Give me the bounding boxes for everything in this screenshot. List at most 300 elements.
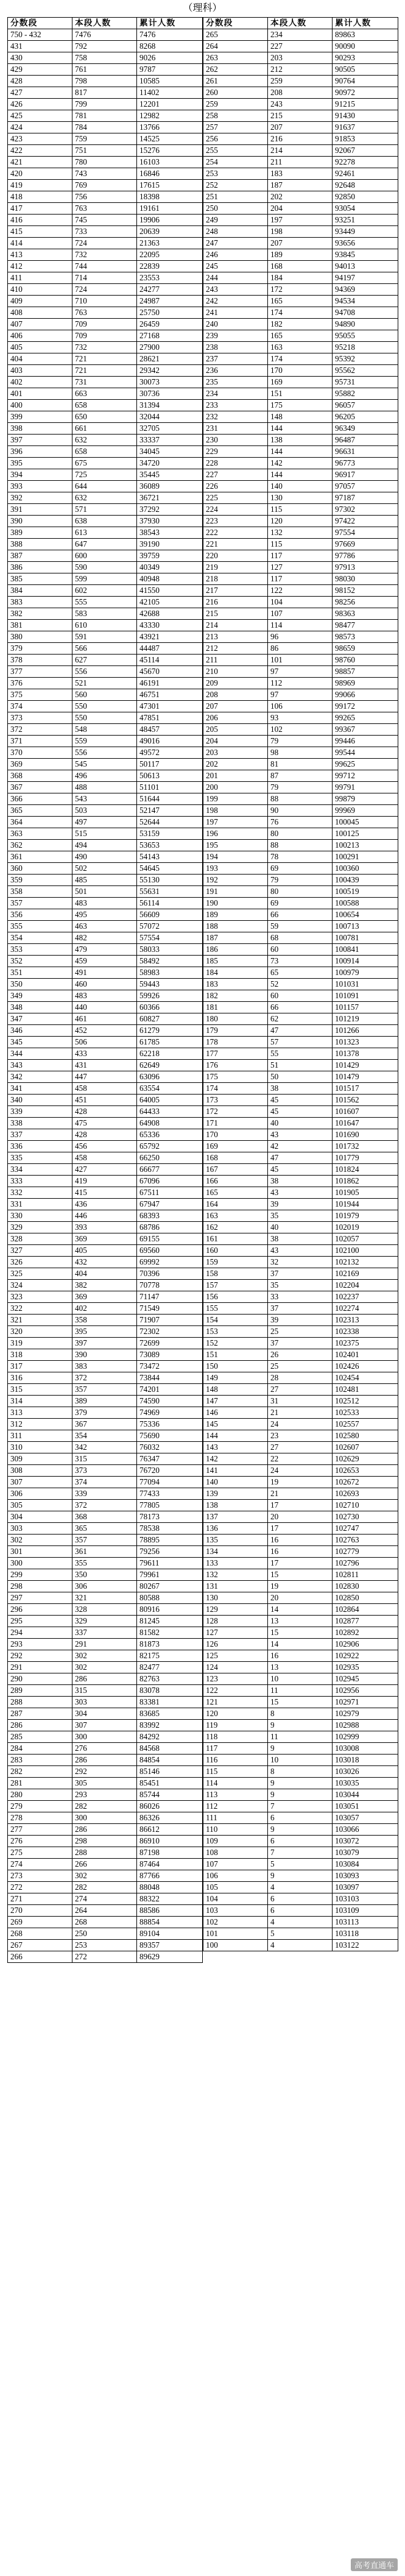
segment-count-cell: 60 xyxy=(268,944,333,956)
table-row xyxy=(203,1442,398,1453)
watermark-logo: 高考直通车 xyxy=(351,2558,398,2571)
score-cell: 425 xyxy=(8,110,72,122)
segment-count-cell: 9 xyxy=(268,1778,333,1789)
segment-count-cell: 644 xyxy=(72,481,137,492)
score-cell: 237 xyxy=(203,353,268,365)
cumulative-count-cell: 83992 xyxy=(137,1720,203,1731)
score-cell: 341 xyxy=(8,1083,72,1095)
score-cell: 275 xyxy=(8,1847,72,1859)
table-row xyxy=(8,1546,203,1558)
table-row xyxy=(203,1025,398,1037)
score-cell: 380 xyxy=(8,631,72,643)
segment-count-cell: 33 xyxy=(268,1291,333,1303)
cumulative-count-cell: 72302 xyxy=(137,1326,203,1338)
table-row xyxy=(203,1419,398,1430)
cumulative-count-cell: 84854 xyxy=(137,1755,203,1766)
cumulative-count-cell: 96205 xyxy=(333,411,398,423)
segment-count-cell: 115 xyxy=(268,504,333,516)
score-cell: 279 xyxy=(8,1801,72,1812)
score-cell: 140 xyxy=(203,1477,268,1488)
cumulative-count-cell: 86910 xyxy=(137,1836,203,1847)
cumulative-count-cell: 87464 xyxy=(137,1859,203,1870)
segment-count-cell: 372 xyxy=(72,1500,137,1511)
score-cell: 350 xyxy=(8,979,72,990)
segment-count-cell: 461 xyxy=(72,1013,137,1025)
score-cell: 245 xyxy=(203,261,268,272)
table-row xyxy=(8,643,203,655)
table-row xyxy=(8,377,203,388)
table-row xyxy=(8,1847,203,1859)
segment-count-cell: 358 xyxy=(72,1315,137,1326)
table-row xyxy=(203,724,398,736)
segment-count-cell: 632 xyxy=(72,492,137,504)
score-cell: 338 xyxy=(8,1118,72,1129)
cumulative-count-cell: 103008 xyxy=(333,1743,398,1755)
score-cell: 204 xyxy=(203,736,268,747)
segment-count-cell: 122 xyxy=(268,585,333,597)
score-cell: 242 xyxy=(203,296,268,307)
cumulative-count-cell: 81245 xyxy=(137,1616,203,1627)
cumulative-count-cell: 92067 xyxy=(333,145,398,157)
segment-count-cell: 342 xyxy=(72,1442,137,1453)
segment-count-cell: 286 xyxy=(72,1824,137,1836)
segment-count-cell: 357 xyxy=(72,1384,137,1396)
cumulative-count-cell: 82763 xyxy=(137,1673,203,1685)
cumulative-count-cell: 50613 xyxy=(137,770,203,782)
cumulative-count-cell: 89357 xyxy=(137,1940,203,1951)
score-cell: 148 xyxy=(203,1384,268,1396)
table-row xyxy=(8,481,203,492)
score-cell: 182 xyxy=(203,990,268,1002)
cumulative-count-cell: 95562 xyxy=(333,365,398,377)
table-row xyxy=(203,1905,398,1917)
score-cell: 165 xyxy=(203,1187,268,1199)
table-row xyxy=(8,435,203,446)
segment-count-cell: 302 xyxy=(72,1650,137,1662)
segment-count-cell: 732 xyxy=(72,249,137,261)
score-cell: 136 xyxy=(203,1523,268,1535)
segment-count-cell: 307 xyxy=(72,1720,137,1731)
segment-count-cell: 35 xyxy=(268,1280,333,1291)
segment-count-cell: 93 xyxy=(268,712,333,724)
score-cell: 306 xyxy=(8,1488,72,1500)
segment-count-cell: 16 xyxy=(268,1650,333,1662)
cumulative-count-cell: 102988 xyxy=(333,1720,398,1731)
cumulative-count-cell: 35445 xyxy=(137,469,203,481)
cumulative-count-cell: 89629 xyxy=(137,1951,203,1963)
table-row xyxy=(203,805,398,817)
segment-count-cell: 182 xyxy=(268,319,333,330)
table-row xyxy=(203,1650,398,1662)
table-row xyxy=(8,87,203,99)
score-cell: 259 xyxy=(203,99,268,110)
cumulative-count-cell: 39759 xyxy=(137,550,203,562)
segment-count-cell: 456 xyxy=(72,1141,137,1152)
segment-count-cell: 479 xyxy=(72,944,137,956)
segment-count-cell: 321 xyxy=(72,1592,137,1604)
table-row xyxy=(203,388,398,400)
segment-count-cell: 495 xyxy=(72,909,137,921)
score-cell: 265 xyxy=(203,29,268,41)
table-row xyxy=(8,1893,203,1905)
table-row xyxy=(203,203,398,215)
score-cell: 108 xyxy=(203,1847,268,1859)
segment-count-cell: 57 xyxy=(268,1037,333,1048)
cumulative-count-cell: 29342 xyxy=(137,365,203,377)
cumulative-count-cell: 99265 xyxy=(333,712,398,724)
cumulative-count-cell: 43921 xyxy=(137,631,203,643)
score-cell: 153 xyxy=(203,1326,268,1338)
segment-count-cell: 369 xyxy=(72,1291,137,1303)
table-row xyxy=(203,1315,398,1326)
score-cell: 146 xyxy=(203,1407,268,1419)
segment-count-cell: 395 xyxy=(72,1326,137,1338)
score-cell: 330 xyxy=(8,1210,72,1222)
cumulative-count-cell: 99969 xyxy=(333,805,398,817)
cumulative-count-cell: 97786 xyxy=(333,550,398,562)
table-row xyxy=(203,1048,398,1060)
segment-count-cell: 117 xyxy=(268,573,333,585)
segment-count-cell: 40 xyxy=(268,1222,333,1233)
score-cell: 375 xyxy=(8,689,72,701)
segment-count-cell: 106 xyxy=(268,701,333,712)
cumulative-count-cell: 28621 xyxy=(137,353,203,365)
cumulative-count-cell: 78173 xyxy=(137,1511,203,1523)
table-row xyxy=(8,1164,203,1176)
score-cell: 125 xyxy=(203,1650,268,1662)
table-row xyxy=(203,1280,398,1291)
cumulative-count-cell: 89104 xyxy=(137,1928,203,1940)
table-row xyxy=(8,1129,203,1141)
score-cell: 110 xyxy=(203,1824,268,1836)
table-row xyxy=(203,712,398,724)
header-cumulative-count: 累计人数 xyxy=(137,18,203,29)
segment-count-cell: 548 xyxy=(72,724,137,736)
cumulative-count-cell: 85451 xyxy=(137,1778,203,1789)
table-row xyxy=(8,423,203,435)
segment-count-cell: 288 xyxy=(72,1847,137,1859)
score-cell: 178 xyxy=(203,1037,268,1048)
table-row xyxy=(203,29,398,41)
table-row xyxy=(8,1060,203,1071)
segment-count-cell: 17 xyxy=(268,1500,333,1511)
score-cell: 349 xyxy=(8,990,72,1002)
table-row xyxy=(8,1905,203,1917)
cumulative-count-cell: 97913 xyxy=(333,562,398,573)
cumulative-count-cell: 83078 xyxy=(137,1685,203,1697)
segment-count-cell: 27 xyxy=(268,1442,333,1453)
table-row xyxy=(8,1940,203,1951)
table-row xyxy=(203,990,398,1002)
table-row xyxy=(203,1187,398,1199)
table-row xyxy=(203,1546,398,1558)
table-row xyxy=(8,1708,203,1720)
score-cell: 366 xyxy=(8,793,72,805)
segment-count-cell: 286 xyxy=(72,1673,137,1685)
segment-count-cell: 382 xyxy=(72,1280,137,1291)
segment-count-cell: 79 xyxy=(268,782,333,793)
table-row xyxy=(203,1326,398,1338)
table-row xyxy=(203,1743,398,1755)
table-row xyxy=(8,1453,203,1465)
score-cell: 409 xyxy=(8,296,72,307)
table-row xyxy=(203,435,398,446)
cumulative-count-cell: 34045 xyxy=(137,446,203,458)
cumulative-count-cell: 95731 xyxy=(333,377,398,388)
table-row xyxy=(203,1372,398,1384)
table-row xyxy=(203,1685,398,1697)
cumulative-count-cell: 65336 xyxy=(137,1129,203,1141)
table-row xyxy=(8,631,203,643)
score-cell: 122 xyxy=(203,1685,268,1697)
table-row xyxy=(203,41,398,52)
score-cell: 268 xyxy=(8,1928,72,1940)
cumulative-count-cell: 103103 xyxy=(333,1893,398,1905)
segment-count-cell: 101 xyxy=(268,655,333,666)
segment-count-cell: 543 xyxy=(72,793,137,805)
segment-count-cell: 151 xyxy=(268,388,333,400)
score-cell: 167 xyxy=(203,1164,268,1176)
table-row xyxy=(203,1303,398,1315)
table-row xyxy=(8,539,203,550)
cumulative-count-cell: 103118 xyxy=(333,1928,398,1940)
segment-count-cell: 144 xyxy=(268,469,333,481)
cumulative-count-cell: 103051 xyxy=(333,1801,398,1812)
score-cell: 339 xyxy=(8,1106,72,1118)
score-cell: 250 xyxy=(203,203,268,215)
score-cell: 219 xyxy=(203,562,268,573)
segment-count-cell: 6 xyxy=(268,1905,333,1917)
score-cell: 101 xyxy=(203,1928,268,1940)
table-row xyxy=(203,1118,398,1129)
table-row xyxy=(8,203,203,215)
table-row xyxy=(8,967,203,979)
cumulative-count-cell: 77433 xyxy=(137,1488,203,1500)
segment-count-cell: 709 xyxy=(72,330,137,342)
cumulative-count-cell: 74201 xyxy=(137,1384,203,1396)
score-cell: 171 xyxy=(203,1118,268,1129)
table-row xyxy=(8,52,203,64)
segment-count-cell: 300 xyxy=(72,1731,137,1743)
segment-count-cell: 798 xyxy=(72,76,137,87)
score-cell: 191 xyxy=(203,886,268,898)
cumulative-count-cell: 82175 xyxy=(137,1650,203,1662)
score-cell: 194 xyxy=(203,851,268,863)
score-cell: 296 xyxy=(8,1604,72,1616)
score-cell: 285 xyxy=(8,1731,72,1743)
table-row xyxy=(203,1477,398,1488)
table-row xyxy=(203,736,398,747)
score-cell: 104 xyxy=(203,1893,268,1905)
score-cell: 141 xyxy=(203,1465,268,1477)
segment-count-cell: 38 xyxy=(268,1176,333,1187)
score-cell: 370 xyxy=(8,747,72,759)
table-row xyxy=(8,1257,203,1268)
score-cell: 400 xyxy=(8,400,72,411)
segment-count-cell: 253 xyxy=(72,1940,137,1951)
score-cell: 162 xyxy=(203,1222,268,1233)
table-row xyxy=(8,133,203,145)
table-row xyxy=(8,817,203,828)
segment-count-cell: 763 xyxy=(72,307,137,319)
segment-count-cell: 259 xyxy=(268,76,333,87)
score-cell: 189 xyxy=(203,909,268,921)
segment-count-cell: 8 xyxy=(268,1766,333,1778)
cumulative-count-cell: 98030 xyxy=(333,573,398,585)
segment-count-cell: 590 xyxy=(72,562,137,573)
cumulative-count-cell: 101647 xyxy=(333,1118,398,1129)
segment-count-cell: 234 xyxy=(268,29,333,41)
segment-count-cell: 292 xyxy=(72,1766,137,1778)
cumulative-count-cell: 95882 xyxy=(333,388,398,400)
segment-count-cell: 55 xyxy=(268,1048,333,1060)
score-cell: 419 xyxy=(8,180,72,191)
table-row xyxy=(8,1396,203,1407)
table-row xyxy=(203,446,398,458)
score-cell: 221 xyxy=(203,539,268,550)
score-cell: 168 xyxy=(203,1152,268,1164)
table-row xyxy=(8,1176,203,1187)
score-cell: 192 xyxy=(203,875,268,886)
table-row xyxy=(8,1755,203,1766)
segment-count-cell: 165 xyxy=(268,330,333,342)
segment-count-cell: 9 xyxy=(268,1743,333,1755)
score-cell: 311 xyxy=(8,1430,72,1442)
score-cell: 225 xyxy=(203,492,268,504)
table-row xyxy=(203,110,398,122)
segment-count-cell: 769 xyxy=(72,180,137,191)
cumulative-count-cell: 80916 xyxy=(137,1604,203,1616)
segment-count-cell: 243 xyxy=(268,99,333,110)
score-cell: 337 xyxy=(8,1129,72,1141)
table-row xyxy=(8,272,203,284)
score-cell: 169 xyxy=(203,1141,268,1152)
table-row xyxy=(203,1523,398,1535)
segment-count-cell: 306 xyxy=(72,1581,137,1592)
cumulative-count-cell: 71147 xyxy=(137,1291,203,1303)
score-cell: 431 xyxy=(8,41,72,52)
cumulative-count-cell: 103122 xyxy=(333,1940,398,1951)
cumulative-count-cell: 102763 xyxy=(333,1535,398,1546)
cumulative-count-cell: 42688 xyxy=(137,608,203,620)
table-row xyxy=(8,1233,203,1245)
cumulative-count-cell: 102850 xyxy=(333,1592,398,1604)
segment-count-cell: 367 xyxy=(72,1419,137,1430)
table-row xyxy=(203,1824,398,1836)
score-cell: 195 xyxy=(203,840,268,851)
table-row xyxy=(8,863,203,875)
score-cell: 230 xyxy=(203,435,268,446)
segment-count-cell: 43 xyxy=(268,1187,333,1199)
segment-count-cell: 550 xyxy=(72,712,137,724)
cumulative-count-cell: 85744 xyxy=(137,1789,203,1801)
cumulative-count-cell: 103097 xyxy=(333,1882,398,1893)
table-row xyxy=(8,1558,203,1569)
segment-count-cell: 80 xyxy=(268,828,333,840)
segment-count-cell: 163 xyxy=(268,342,333,353)
cumulative-count-cell: 22095 xyxy=(137,249,203,261)
segment-count-cell: 90 xyxy=(268,805,333,817)
score-cell: 357 xyxy=(8,898,72,909)
segment-count-cell: 198 xyxy=(268,226,333,238)
cumulative-count-cell: 73472 xyxy=(137,1361,203,1372)
segment-count-cell: 286 xyxy=(72,1755,137,1766)
segment-count-cell: 415 xyxy=(72,1187,137,1199)
table-row xyxy=(203,1152,398,1164)
score-cell: 176 xyxy=(203,1060,268,1071)
cumulative-count-cell: 66250 xyxy=(137,1152,203,1164)
cumulative-count-cell: 94890 xyxy=(333,319,398,330)
cumulative-count-cell: 51644 xyxy=(137,793,203,805)
table-row xyxy=(8,1372,203,1384)
score-cell: 404 xyxy=(8,353,72,365)
segment-count-cell: 21 xyxy=(268,1488,333,1500)
segment-count-cell: 69 xyxy=(268,863,333,875)
cumulative-count-cell: 76720 xyxy=(137,1465,203,1477)
cumulative-count-cell: 41550 xyxy=(137,585,203,597)
table-row xyxy=(8,1361,203,1372)
cumulative-count-cell: 102779 xyxy=(333,1546,398,1558)
table-row xyxy=(203,898,398,909)
table-row xyxy=(8,1048,203,1060)
segment-count-cell: 559 xyxy=(72,736,137,747)
score-cell: 294 xyxy=(8,1627,72,1639)
segment-count-cell: 383 xyxy=(72,1361,137,1372)
score-cell: 220 xyxy=(203,550,268,562)
score-cell: 345 xyxy=(8,1037,72,1048)
score-cell: 312 xyxy=(8,1419,72,1430)
segment-count-cell: 661 xyxy=(72,423,137,435)
table-row xyxy=(203,1616,398,1627)
score-cell: 235 xyxy=(203,377,268,388)
score-cell: 100 xyxy=(203,1940,268,1951)
segment-count-cell: 272 xyxy=(72,1951,137,1963)
table-row xyxy=(203,1627,398,1639)
score-cell: 103 xyxy=(203,1905,268,1917)
cumulative-count-cell: 96631 xyxy=(333,446,398,458)
segment-count-cell: 432 xyxy=(72,1257,137,1268)
score-cell: 387 xyxy=(8,550,72,562)
segment-count-cell: 115 xyxy=(268,539,333,550)
table-row xyxy=(203,1361,398,1372)
cumulative-count-cell: 60827 xyxy=(137,1013,203,1025)
cumulative-count-cell: 99625 xyxy=(333,759,398,770)
table-row xyxy=(8,191,203,203)
cumulative-count-cell: 102169 xyxy=(333,1268,398,1280)
segment-count-cell: 759 xyxy=(72,133,137,145)
score-cell: 420 xyxy=(8,168,72,180)
cumulative-count-cell: 92461 xyxy=(333,168,398,180)
cumulative-count-cell: 59443 xyxy=(137,979,203,990)
cumulative-count-cell: 90293 xyxy=(333,52,398,64)
table-row xyxy=(203,1465,398,1477)
table-row xyxy=(8,921,203,932)
table-row xyxy=(203,1268,398,1280)
segment-count-cell: 59 xyxy=(268,921,333,932)
segment-count-cell: 40 xyxy=(268,1118,333,1129)
segment-count-cell: 65 xyxy=(268,967,333,979)
score-cell: 331 xyxy=(8,1199,72,1210)
table-row xyxy=(203,828,398,840)
segment-count-cell: 174 xyxy=(268,353,333,365)
score-cell: 363 xyxy=(8,828,72,840)
cumulative-count-cell: 61279 xyxy=(137,1025,203,1037)
table-row xyxy=(203,353,398,365)
score-cell: 248 xyxy=(203,226,268,238)
cumulative-count-cell: 102401 xyxy=(333,1349,398,1361)
score-cell: 142 xyxy=(203,1453,268,1465)
score-cell: 424 xyxy=(8,122,72,133)
